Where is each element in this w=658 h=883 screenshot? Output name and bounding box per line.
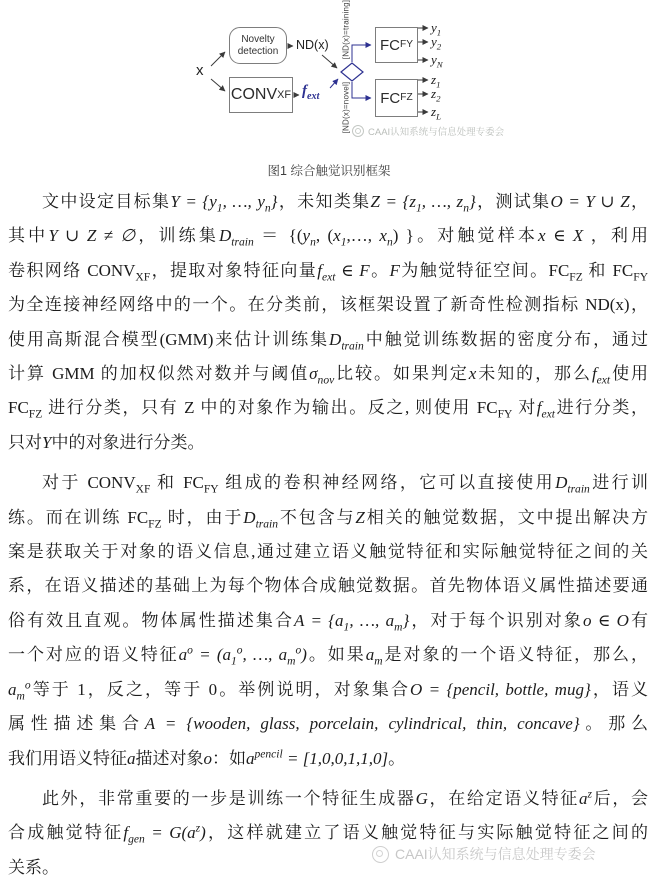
text-line: 关系。 bbox=[8, 857, 59, 877]
text-line: 其中Y ∪ Z ≠ ∅，训练集$D_{train} = \{(y_n$, ($x_1,\dots$, $x_n$) }。对触觉样本x ∈ X ，利用 bbox=[8, 226, 649, 249]
caai-logo-icon bbox=[372, 846, 389, 863]
text-line: 文中设定目标集$Y = \{y_1$, …, $y_n$}，未知类集$Z = \{z_1$, …, $z_n$}，测试集O = Y ∪ Z， bbox=[42, 192, 649, 215]
text-line: $FC_{FZ}$ 进行分类，只有 Z 中的对象作为输出。反之, 则使用 $FC_{FY}$ 对$f_{ext}$进行分类， bbox=[8, 398, 649, 421]
output-y2-label: $y_2$ bbox=[431, 34, 442, 52]
output-y1-label: $y_1$ bbox=[431, 20, 442, 38]
node-fext-label: $f_{ext}$ bbox=[302, 83, 320, 102]
text-line: 合成触觉特征$f_{gen} = G(a^z)$，这样就建立了语义触觉特征与实际触觉特征之间的 bbox=[8, 821, 649, 846]
text-line: 我们用语义特征a描述对象o：如$a^{pencil} = [1,0,0,1,1,0]$。 bbox=[8, 746, 406, 768]
text-line: 一个对应的语义特征$a^o = (a_1^o$, …, $a_m^o$)。如果$a_m$是对象的一个语义特征，那么， bbox=[8, 643, 649, 668]
text-line: $a_m^o$等于 1，反之，等于 0。举例说明，对象集合O = {pencil, bottle, mug}，语义 bbox=[8, 678, 649, 703]
novelty-label-line1: Novelty bbox=[241, 33, 275, 45]
text-line: 使用高斯混合模型(GMM)来估计训练集$D_{train}$中触觉训练数据的密度分布，通过 bbox=[8, 329, 648, 353]
text-line: 对于 $CONV_{XF}$ 和 $FC_{FY}$ 组成的卷积神经网络，它可以直接使用$D_{train}$进行训 bbox=[42, 473, 649, 496]
paragraph bbox=[8, 185, 648, 460]
body-text bbox=[0, 185, 658, 883]
branch-condition-novel-label: [ND(x)=novel] bbox=[341, 81, 351, 134]
footer-watermark bbox=[372, 844, 596, 864]
text-line: 计算 GMM 的加权似然对数并与阈值$\sigma_{nov}$比较。如果判定x未知的，那么$f_{ext}$使用 bbox=[8, 364, 649, 387]
branch-condition-training-label: [ND(x)=training] bbox=[341, 0, 351, 60]
figure-caption: 图1 综合触觉识别框架 bbox=[267, 164, 391, 178]
text-line: 此外，非常重要的一步是训练一个特征生成器G，在给定语义特征$a^z$后，会 bbox=[42, 787, 649, 808]
text-line: 系，在语义描述的基础上为每个物体合成触觉数据。首先物体语义属性描述要通 bbox=[8, 576, 648, 596]
paragraph bbox=[8, 466, 648, 776]
paragraph bbox=[8, 782, 648, 883]
output-yN-label: $y_N$ bbox=[431, 52, 443, 70]
footer-watermark-text: CAAI认知系统与信息处理专委会 bbox=[395, 846, 596, 862]
text-line: 卷积网络 $CONV_{XF}$，提取对象特征向量$f_{ext}$ ∈ F。F为触觉特征空间。$FC_{FZ}$ 和 $FC_{FY}$ bbox=[8, 260, 649, 284]
output-z1-label: $z_1$ bbox=[431, 72, 441, 90]
caai-logo-icon bbox=[352, 125, 364, 137]
figure-diagram bbox=[0, 0, 658, 150]
output-z2-label: $z_2$ bbox=[431, 86, 441, 104]
text-line: 为全连接神经网络中的一个。在分类前，该框架设置了新奇性检测指标 ND(x)， bbox=[8, 295, 648, 315]
text-line: 俗有效且直观。物体属性描述集合$A = \{a_1$, …, $a_m$}，对于每个识别对象o ∈ O有 bbox=[8, 610, 649, 634]
node-fc-fy: FC FY bbox=[375, 27, 418, 63]
node-input-x: x bbox=[196, 62, 204, 79]
text-line: 只对Y中的对象进行分类。 bbox=[8, 432, 205, 452]
node-novelty-detection bbox=[229, 27, 287, 64]
node-conv-xf: CONV XF bbox=[229, 77, 293, 113]
text-line: 属性描述集合A = {wooden, glass, porcelain, cylindrical, thin, concave}。那么 bbox=[8, 714, 649, 734]
figure-arrows bbox=[0, 0, 658, 150]
figure-watermark bbox=[352, 124, 504, 138]
text-line: 案是获取关于对象的语义信息,通过建立语义触觉特征和实际触觉特征之间的关 bbox=[8, 542, 648, 562]
output-zL-label: $z_L$ bbox=[431, 104, 441, 122]
node-nd-output-label: ND(x) bbox=[296, 38, 329, 52]
novelty-label-line2: detection bbox=[237, 45, 279, 57]
text-line: 练。而在训练 $FC_{FZ}$ 时，由于$D_{train}$不包含与Z相关的触觉数据，文中提出解决方 bbox=[8, 507, 648, 531]
figure-watermark-text: CAAI认知系统与信息处理专委会 bbox=[368, 127, 505, 138]
node-fc-fz: FC FZ bbox=[375, 79, 418, 117]
